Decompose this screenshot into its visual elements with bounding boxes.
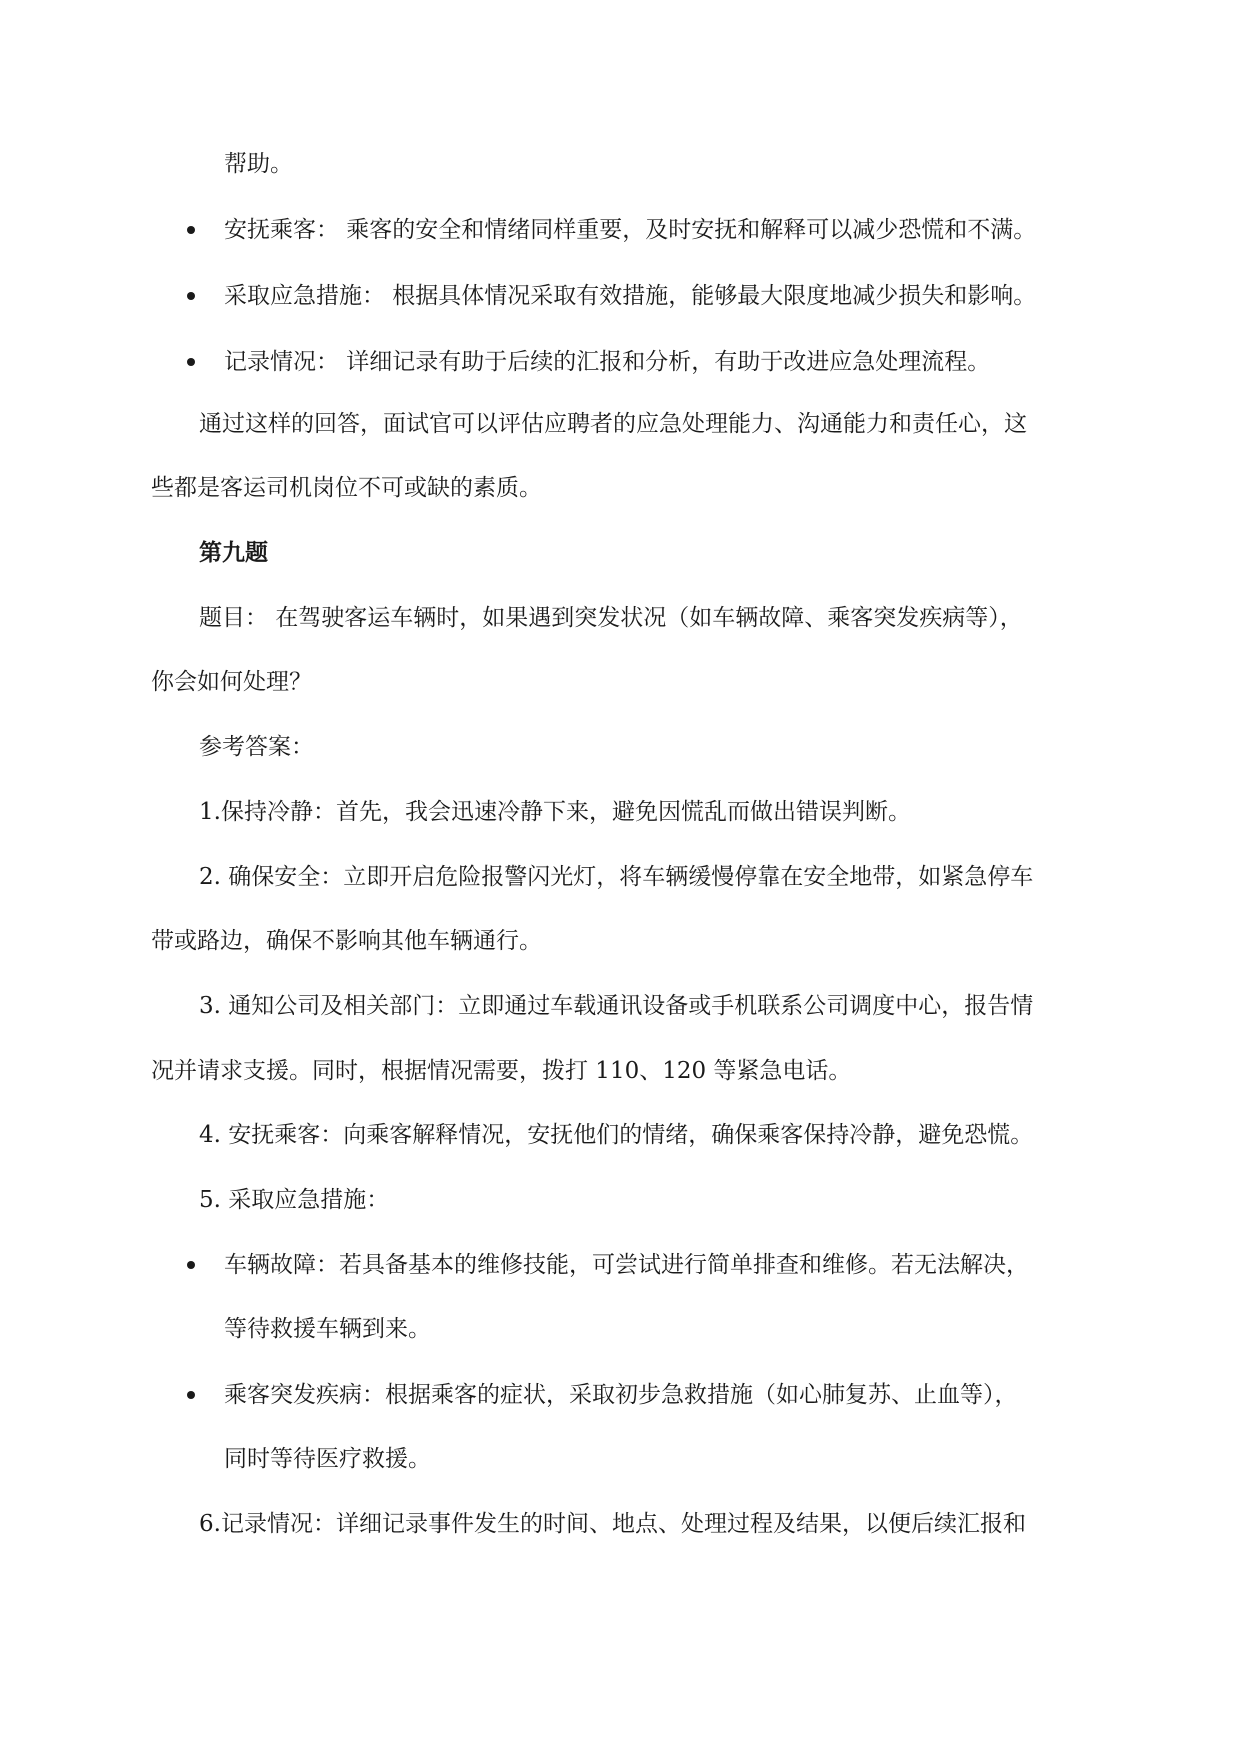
sub-bullet-illness-line-1: 乘客突发疾病：根据乘客的症状，采取初步急救措施（如心肺复苏、止血等）， <box>224 1382 1018 1408</box>
answer-label: 参考答案： <box>199 734 314 760</box>
bullet-item-record: 记录情况： 详细记录有助于后续的汇报和分析，有助于改进应急处理流程。 <box>224 349 991 375</box>
summary-line-1: 通过这样的回答，面试官可以评估应聘者的应急处理能力、沟通能力和责任心，这 <box>199 411 1027 437</box>
step-5: 5. 采取应急措施： <box>199 1187 390 1213</box>
bullet-item-comfort: 安抚乘客： 乘客的安全和情绪同样重要，及时安抚和解释可以减少恐慌和不满。 <box>224 217 1037 243</box>
step-4: 4. 安抚乘客：向乘客解释情况，安抚他们的情绪，确保乘客保持冷静，避免恐慌。 <box>199 1122 1034 1148</box>
section-title: 第九题 <box>199 539 268 566</box>
step-1: 1.保持冷静：首先，我会迅速冷静下来，避免因慌乱而做出错误判断。 <box>199 799 911 825</box>
sub-bullet-illness-line-2: 同时等待医疗救援。 <box>224 1446 431 1472</box>
bullet-item-emergency: 采取应急措施： 根据具体情况采取有效措施，能够最大限度地减少损失和影响。 <box>224 283 1037 309</box>
bullet-icon <box>187 1391 195 1399</box>
step-2-line-1: 2. 确保安全：立即开启危险报警闪光灯，将车辆缓慢停靠在安全地带，如紧急停车 <box>199 864 1034 890</box>
question-line-1: 题目： 在驾驶客运车辆时，如果遇到突发状况（如车辆故障、乘客突发疾病等）， <box>199 605 1023 631</box>
bullet-icon <box>187 358 195 366</box>
paragraph-continuation: 帮助。 <box>224 151 293 177</box>
step-6: 6.记录情况：详细记录事件发生的时间、地点、处理过程及结果，以便后续汇报和 <box>199 1511 1026 1537</box>
summary-line-2: 些都是客运司机岗位不可或缺的素质。 <box>151 475 542 501</box>
bullet-icon <box>187 292 195 300</box>
step-2-line-2: 带或路边，确保不影响其他车辆通行。 <box>151 928 542 954</box>
bullet-icon <box>187 1261 195 1269</box>
step-3-line-2: 况并请求支援。同时，根据情况需要，拨打 110、120 等紧急电话。 <box>151 1058 852 1084</box>
sub-bullet-vehicle-fault-line-1: 车辆故障：若具备基本的维修技能，可尝试进行简单排查和维修。若无法解决， <box>224 1252 1029 1278</box>
question-line-2: 你会如何处理？ <box>151 669 312 695</box>
sub-bullet-vehicle-fault-line-2: 等待救援车辆到来。 <box>224 1316 431 1342</box>
step-3-line-1: 3. 通知公司及相关部门：立即通过车载通讯设备或手机联系公司调度中心，报告情 <box>199 993 1034 1019</box>
bullet-icon <box>187 226 195 234</box>
